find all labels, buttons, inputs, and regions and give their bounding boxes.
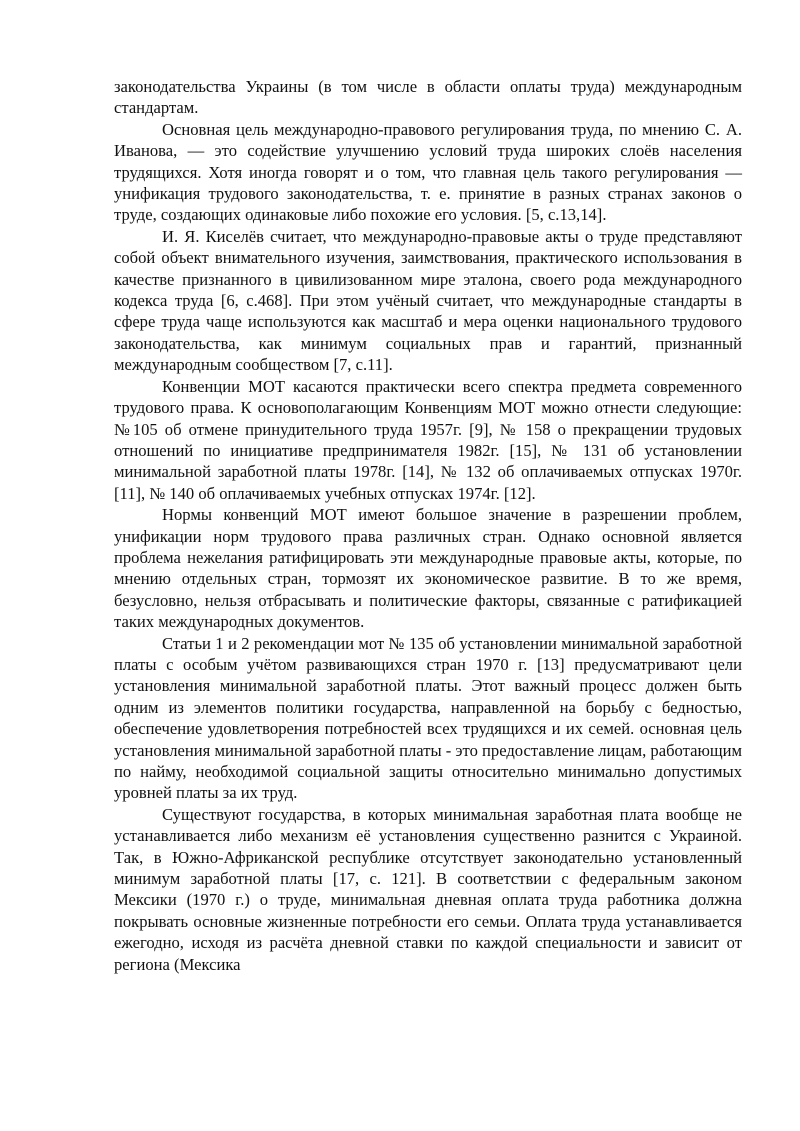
- paragraph-countries-min-wage: Существуют государства, в которых минимальная заработная плата вообще не устанавливается либо механизм её установления существенно разнится с Украиной. Так, в Южно-Африканской республике отсутствует законодательно установленный минимум заработной платы [17, с. 121]. В соответствии с федеральным законом Мексики (1970 г.) о труде, минимальная дневная оплата труда работника должна покрывать основные жизненные потребности его семьи. Оплата труда устанавливается ежегодно, исходя из расчёта дневной ставки по каждой специальности и зависит от региона (Мексика: [114, 804, 742, 974]
- paragraph-recommendation-135: Статьи 1 и 2 рекомендации мот № 135 об установлении минимальной заработной платы с особым учётом развивающихся стран 1970 г. [13] предусматривают цели установления минимальной заработной платы. Этот важный процесс должен быть одним из элементов политики государства, направленной на борьбу с бедностью, обеспечение удовлетворения потребностей всех трудящихся и их семей. основная цель установления минимальной заработной платы - это предоставление лицам, работающим по найму, необходимой социальной защиты относительно минимально допустимых уровней платы за их труд.: [114, 633, 742, 803]
- paragraph-kiselev: И. Я. Киселёв считает, что международно-правовые акты о труде представляют собой объект внимательного изучения, заимствования, практического использования в качестве признанного в цивилизованном мире эталона, своего рода международного кодекса труда [6, с.468]. При этом учёный считает, что международные стандарты в сфере труда чаще используются как масштаб и мера оценки национального трудового законодательства, как минимум социальных прав и гарантий, признанный международным сообществом [7, с.11].: [114, 226, 742, 375]
- document-page: [114, 76, 742, 975]
- paragraph-ilo-conventions: Конвенции МОТ касаются практически всего спектра предмета современного трудового права. К основополагающим Конвенциям МОТ можно отнести следующие: №105 об отмене принудительного труда 1957г. [9], № 158 о прекращении трудовых отношений по инициативе предпринимателя 1982г. [15], № 131 об установлении минимальной заработной платы 1978г. [14], № 132 об оплачиваемых отпусках 1970г. [11], № 140 об оплачиваемых учебных отпусках 1974г. [12].: [114, 376, 742, 503]
- paragraph-continuation: законодательства Украины (в том числе в области оплаты труда) международным стандартам.: [114, 77, 742, 118]
- paragraph-regulation-goal: Основная цель международно-правового регулирования труда, по мнению С. А. Иванова, — это содействие улучшению условий труда широких слоёв населения трудящихся. Хотя иногда говорят и о том, что главная цель такого регулирования — унификация трудового законодательства, т. е. принятие в разных странах законов о труде, создающих одинаковые либо похожие его условия. [5, с.13,14].: [114, 119, 742, 225]
- paragraph-conventions-norms: Нормы конвенций МОТ имеют большое значение в разрешении проблем, унификации норм трудового права различных стран. Однако основной является проблема нежелания ратифицировать эти международные правовые акты, которые, по мнению отдельных стран, тормозят их экономическое развитие. В то же время, безусловно, нельзя отбрасывать и политические факторы, связанные с ратификацией таких международных документов.: [114, 505, 742, 632]
